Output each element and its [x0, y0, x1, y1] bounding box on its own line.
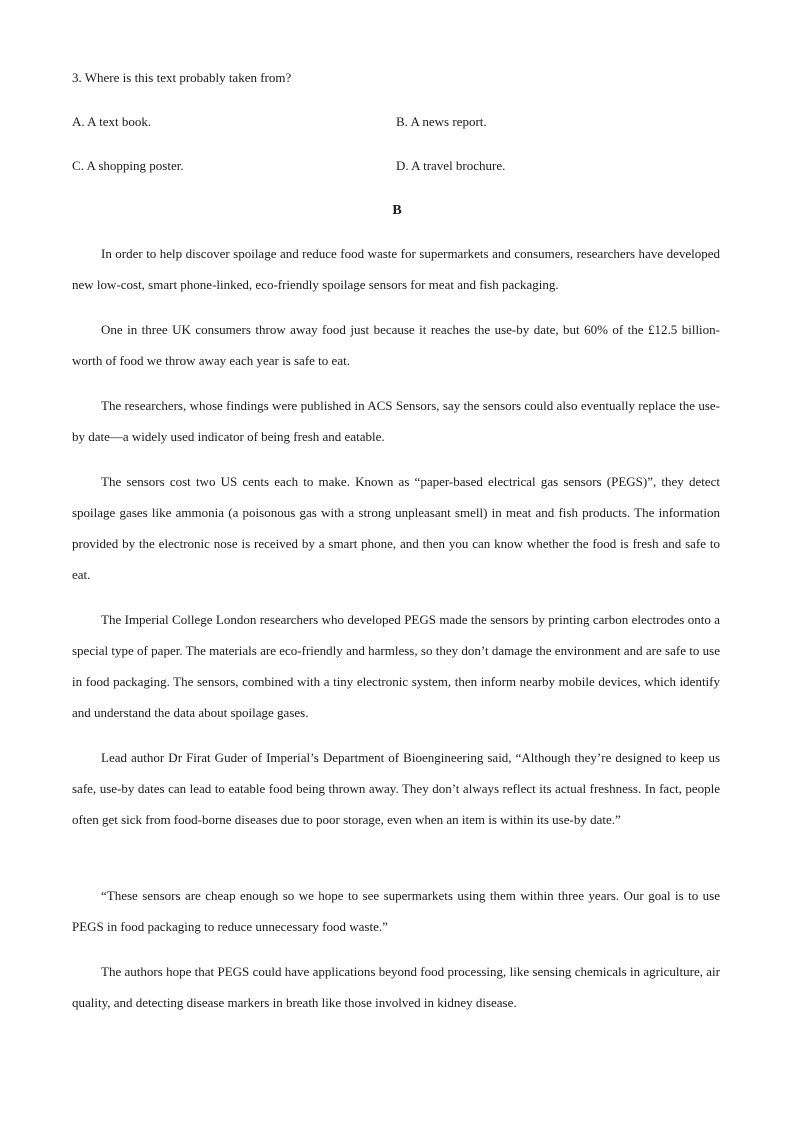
paragraph-7: “These sensors are cheap enough so we hope to see supermarkets using them within three years. Our goal is to use PEGS in food packaging to reduce unnecessary food waste.” — [72, 888, 720, 934]
question-stem: 3. Where is this text probably taken from? — [72, 70, 292, 85]
option-a: A. A text book. — [72, 114, 152, 129]
paragraph-6: Lead author Dr Firat Guder of Imperial’s Department of Bioengineering said, “Although they’re designed to keep us safe, use-by dates can lead to eatable food being thrown away. They don’t always reflect its actual freshness. In fact, people often get sick from food-borne diseases due to poor storage, even when an item is within its use-by date.” — [72, 750, 720, 827]
option-b: B. A news report. — [396, 114, 487, 129]
paragraph-1: In order to help discover spoilage and reduce food waste for supermarkets and consumers, researchers have developed new low-cost, smart phone-linked, eco-friendly spoilage sensors for meat and fish packaging. — [72, 246, 720, 292]
option-c: C. A shopping poster. — [72, 158, 184, 173]
section-heading: B — [392, 203, 402, 218]
paragraph-2: One in three UK consumers throw away food just because it reaches the use-by date, but 60% of the £12.5 billion-worth of food we throw away each year is safe to eat. — [72, 322, 720, 368]
paragraph-5: The Imperial College London researchers who developed PEGS made the sensors by printing carbon electrodes onto a special type of paper. The materials are eco-friendly and harmless, so they don’t damage the environment and are safe to use in food packaging. The sensors, combined with a tiny electronic system, then inform nearby mobile devices, which identify and understand the data about spoilage gases. — [72, 612, 720, 720]
paragraph-3: The researchers, whose findings were published in ACS Sensors, say the sensors could also eventually replace the use-by date—a widely used indicator of being fresh and eatable. — [72, 398, 720, 444]
paragraph-4: The sensors cost two US cents each to make. Known as “paper-based electrical gas sensors (PEGS)”, they detect spoilage gases like ammonia (a poisonous gas with a strong unpleasant smell) in meat and fish products. The information provided by the electronic nose is received by a smart phone, and then you can know whether the food is fresh and safe to eat. — [72, 474, 720, 582]
paragraph-8: The authors hope that PEGS could have applications beyond food processing, like sensing chemicals in agriculture, air quality, and detecting disease markers in breath like those involved in kidney disease. — [72, 964, 720, 1010]
option-d: D. A travel brochure. — [396, 158, 506, 173]
